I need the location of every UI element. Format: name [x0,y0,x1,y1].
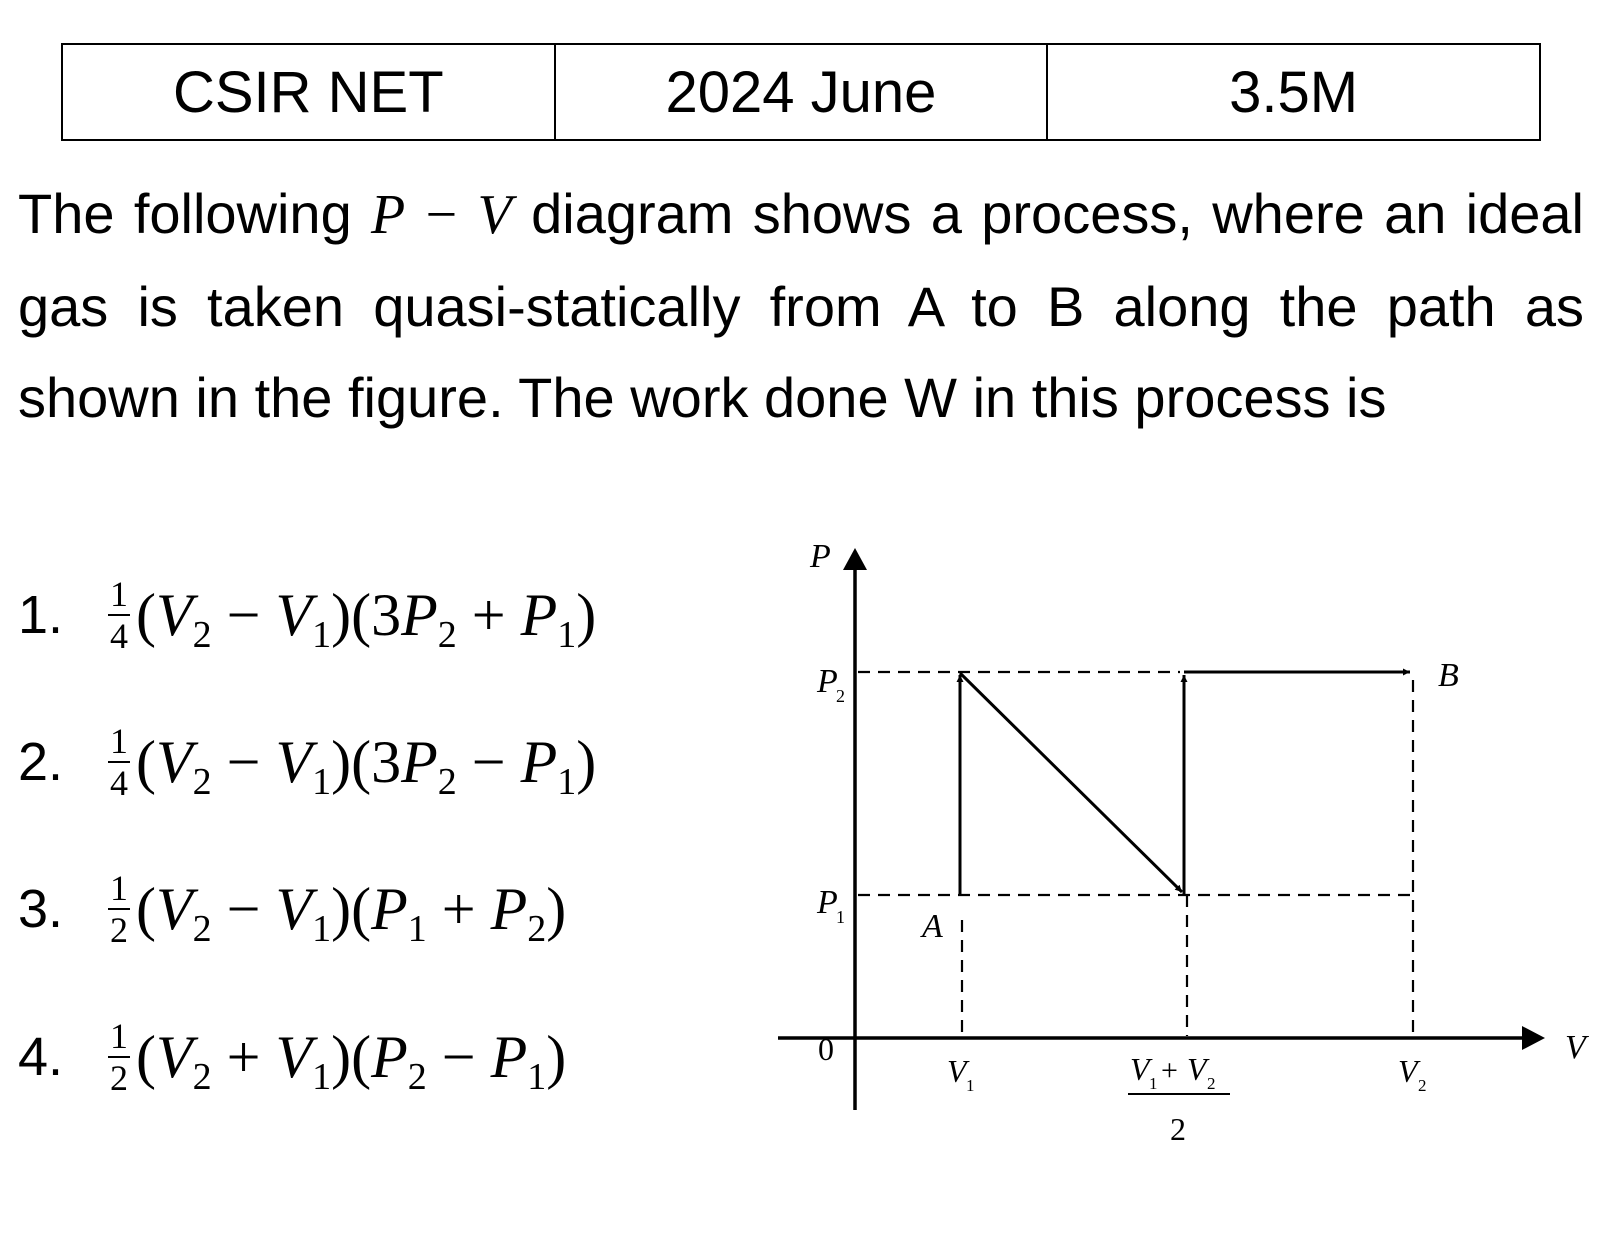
option-2-number: 2. [18,732,64,792]
p1-label: P [817,884,838,921]
path-segment-diagonal [960,673,1182,892]
option-4-expression: $(V_2 + V_1)(P_2 - P_1)$ [136,1023,567,1098]
point-a-label: A [922,908,943,945]
option-3-expression: $(V_2 - V_1)(P_1 + P_2)$ [136,875,567,950]
v-axis-label: V [1565,1029,1586,1066]
p2-label: P [817,663,838,700]
option-2-fraction-denominator: 4 [110,763,128,803]
vmid-label-v1: V [1130,1051,1150,1087]
v1-subscript: 1 [966,1076,975,1095]
option-4-number: 4. [18,1027,64,1087]
vmid-subscript-2: 2 [1207,1074,1216,1093]
question-math-pv: P − V [371,184,512,246]
p-axis-label: P [810,538,831,575]
vmid-plus: + [1161,1054,1178,1087]
option-3-fraction-denominator: 2 [110,910,128,950]
option-1-fraction-denominator: 4 [110,616,128,656]
vmid-subscript-1: 1 [1149,1074,1158,1093]
p1-subscript: 1 [836,907,845,927]
question-text-after: diagram shows a process, where an ideal gas is taken quasi-statically from A to B along the path as shown in the figure. The work done W in this process is [18,182,1585,429]
v2-subscript: 2 [1418,1076,1427,1095]
v2-label: V [1398,1053,1418,1089]
v-axis-arrow [1522,1026,1545,1050]
vmid-denominator: 2 [1170,1111,1186,1147]
option-1-fraction-numerator: 1 [110,574,128,614]
option-4-fraction-denominator: 2 [110,1058,128,1098]
origin-label: 0 [818,1031,834,1067]
exam-name-cell: CSIR NET [62,44,555,140]
exam-marks-cell: 3.5M [1047,44,1540,140]
exam-session-cell: 2024 June [555,44,1048,140]
vmid-label-v2: V [1187,1051,1207,1087]
option-4-fraction-numerator: 1 [110,1016,128,1056]
option-1-number: 1. [18,585,64,645]
option-2-fraction-numerator: 1 [110,721,128,761]
option-2-expression: $(V_2 - V_1)(3P_2 - P_1)$ [136,728,597,803]
v1-label: V [947,1053,967,1089]
point-b-label: B [1438,657,1459,694]
dashed-guides [858,672,1413,1036]
option-3-number: 3. [18,879,64,939]
question-text-before: The following [18,182,372,245]
option-1-expression: $(V_2 - V_1)(3P_2 + P_1)$ [136,581,597,656]
p2-subscript: 2 [836,686,845,706]
p-axis-arrow [843,548,867,570]
option-3-fraction-numerator: 1 [110,868,128,908]
process-path [960,672,1410,895]
